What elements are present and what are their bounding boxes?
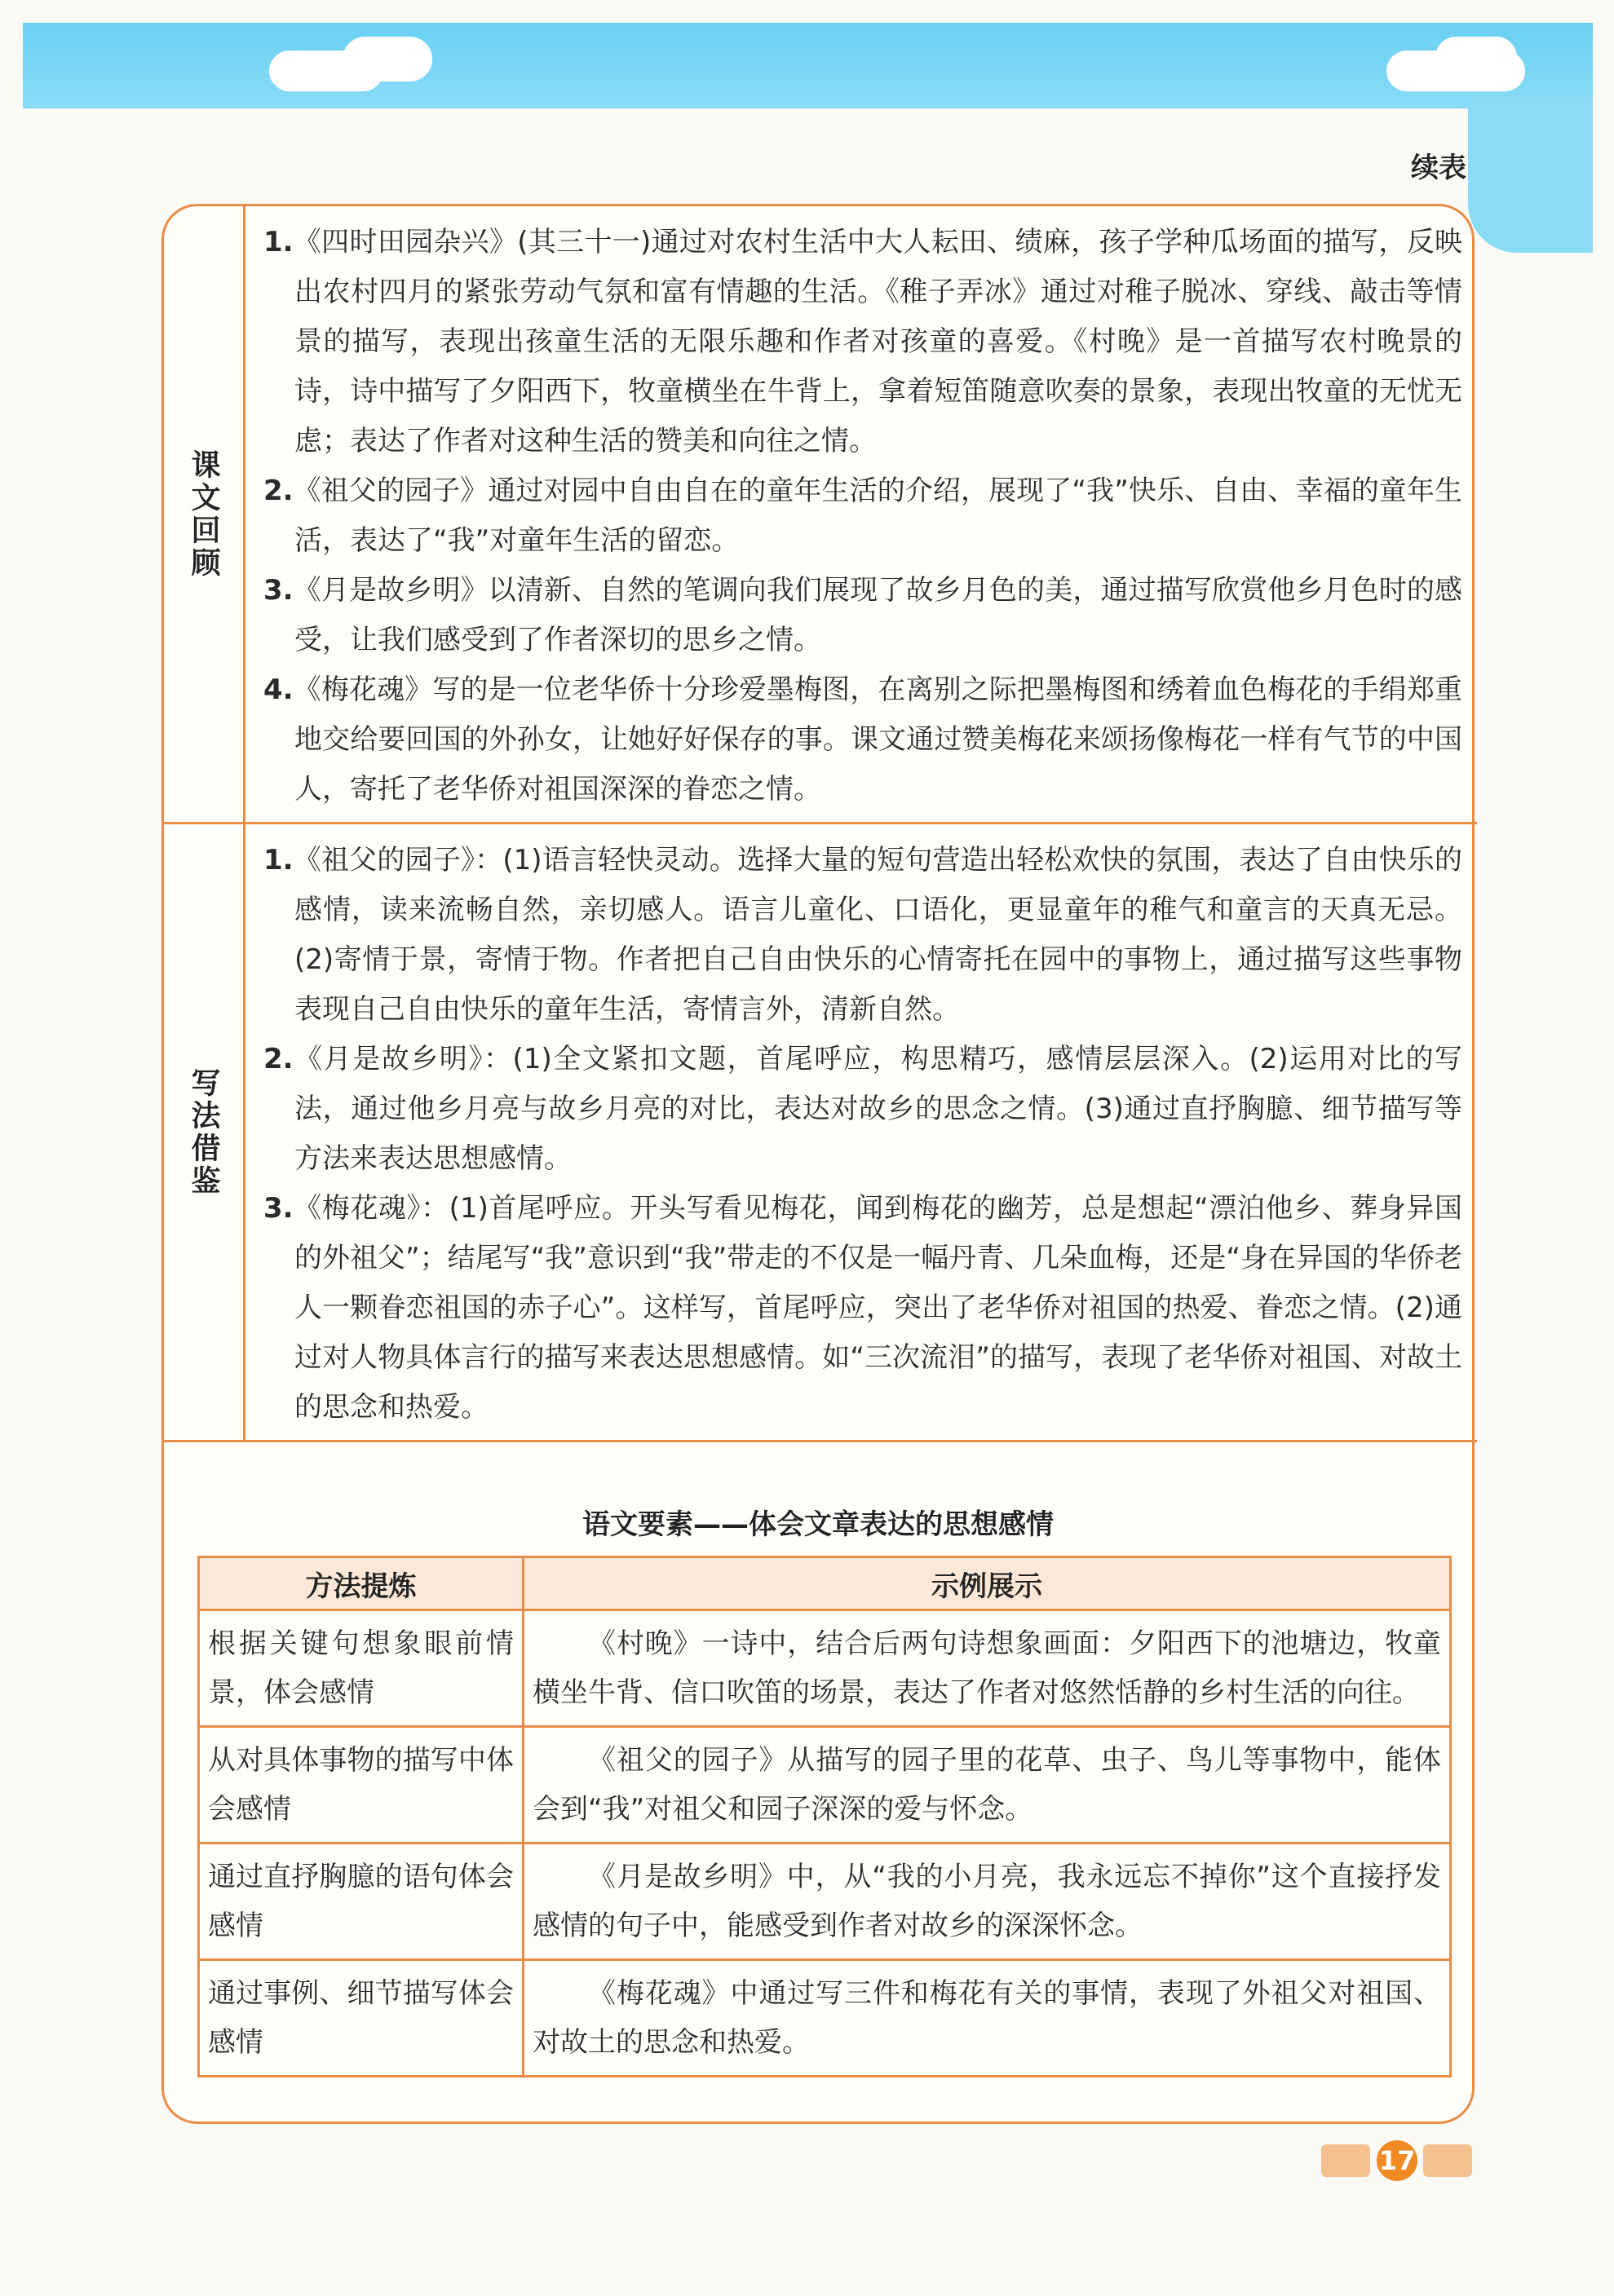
table-row	[199, 1727, 1451, 1843]
cloud-decoration	[1435, 37, 1517, 77]
writing-item: 3.《梅花魂》：(1)首尾呼应。开头写看见梅花，闻到梅花的幽芳，总是想起“漂泊他乡、葬身异国的外祖父”；结尾写“我”意识到“我”带走的不仅是一幅丹青、几朵血梅，还是“身在异国的华侨老人一颗眷恋祖国的赤子心”。这样写，首尾呼应，突出了老华侨对祖国的热爱、眷恋之情。(2)通过对人物具体言行的描写来表达思想感情。如“三次流泪”的描写，表现了老华侨对祖国、对故土的思念和热爱。	[263, 1192, 1462, 1424]
page-badge-decoration	[1321, 2144, 1370, 2177]
page-badge-decoration	[1423, 2144, 1472, 2177]
writing-side-column	[164, 824, 245, 1440]
review-item: 3.《月是故乡明》以清新、自然的笔调向我们展现了故乡月色的美，通过描写欣赏他乡月色时的感受，让我们感受到了作者深切的思乡之情。	[263, 574, 1462, 656]
page-number: 17	[1377, 2140, 1417, 2181]
review-item: 1.《四时田园杂兴》(其三十一)通过对农村生活中大人耘田、绩麻，孩子学种瓜场面的描写，反映出农村四月的紧张劳动气氛和富有情趣的生活。《稚子弄冰》通过对稚子脱冰、穿线、敲击等情景的描写，表现出孩童生活的无限乐趣和作者对孩童的喜爱。《村晚》是一首描写农村晚景的诗，诗中描写了夕阳西下，牧童横坐在牛背上，拿着短笛随意吹奏的景象，表现出牧童的无忧无虑；表达了作者对这种生活的赞美和向往之情。	[263, 226, 1462, 457]
method-table	[197, 1556, 1452, 2077]
review-item: 4.《梅花魂》写的是一位老华侨十分珍爱墨梅图，在离别之际把墨梅图和绣着血色梅花的手绢郑重地交给要回国的外孙女，让她好好保存的事。课文通过赞美梅花来颂扬像梅花一样有气节的中国人，寄托了老华侨对祖国深深的眷恋之情。	[263, 673, 1462, 806]
writing-content	[263, 836, 1462, 1433]
table-row	[199, 1960, 1451, 2077]
header-example: 示例展示	[524, 1557, 1451, 1610]
table-header-row	[199, 1557, 1451, 1610]
example-cell: 《月是故乡明》中，从“我的小月亮，我永远忘不掉你”这个直接抒发感情的句子中，能感受到作者对故乡的深深怀念。	[524, 1843, 1451, 1960]
review-content	[263, 218, 1462, 815]
review-side-column	[164, 206, 245, 822]
table-row	[199, 1610, 1451, 1727]
section-title: 语文要素——体会文章表达的思想感情	[582, 1508, 1054, 1541]
review-side-label: 课文回顾	[187, 448, 220, 580]
cloud-decoration	[343, 37, 432, 82]
review-item: 2.《祖父的园子》通过对园中自由自在的童年生活的介绍，展现了“我”快乐、自由、幸福的童年生活，表达了“我”对童年生活的留恋。	[263, 475, 1462, 557]
method-cell: 通过直抒胸臆的语句体会感情	[199, 1843, 524, 1960]
continued-label: 续表	[1411, 152, 1466, 184]
writing-item: 1.《祖父的园子》：(1)语言轻快灵动。选择大量的短句营造出轻松欢快的氛围，表达了自由快乐的感情，读来流畅自然，亲切感人。语言儿童化、口语化，更显童年的稚气和童言的天真无忌。(2)寄情于景，寄情于物。作者把自己自由快乐的心情寄托在园中的事物上，通过描写这些事物表现自己自由快乐的童年生活，寄情言外，清新自然。	[263, 844, 1462, 1026]
header-banner	[23, 23, 1593, 108]
writing-item: 2.《月是故乡明》：(1)全文紧扣文题，首尾呼应，构思精巧，感情层层深入。(2)运用对比的写法，通过他乡月亮与故乡月亮的对比，表达对故乡的思念之情。(3)通过直抒胸臆、细节描写等方法来表达思想感情。	[263, 1043, 1462, 1175]
method-cell: 通过事例、细节描写体会感情	[199, 1960, 524, 2077]
example-cell: 《祖父的园子》从描写的园子里的花草、虫子、鸟儿等事物中，能体会到“我”对祖父和园子深深的爱与怀念。	[524, 1727, 1451, 1843]
writing-row	[164, 824, 1477, 1440]
review-row	[164, 206, 1477, 822]
row-divider	[164, 1440, 1477, 1442]
header-method: 方法提炼	[199, 1557, 524, 1610]
example-cell: 《梅花魂》中通过写三件和梅花有关的事情，表现了外祖父对祖国、对故土的思念和热爱。	[524, 1960, 1451, 2077]
writing-side-label: 写法借鉴	[187, 1066, 220, 1198]
method-cell: 根据关键句想象眼前情景，体会感情	[199, 1610, 524, 1727]
method-cell: 从对具体事物的描写中体会感情	[199, 1727, 524, 1843]
example-cell: 《村晚》一诗中，结合后两句诗想象画面：夕阳西下的池塘边，牧童横坐牛背、信口吹笛的场景，表达了作者对悠然恬静的乡村生活的向往。	[524, 1610, 1451, 1727]
header-banner-tab	[1468, 98, 1593, 253]
table-row	[199, 1843, 1451, 1960]
